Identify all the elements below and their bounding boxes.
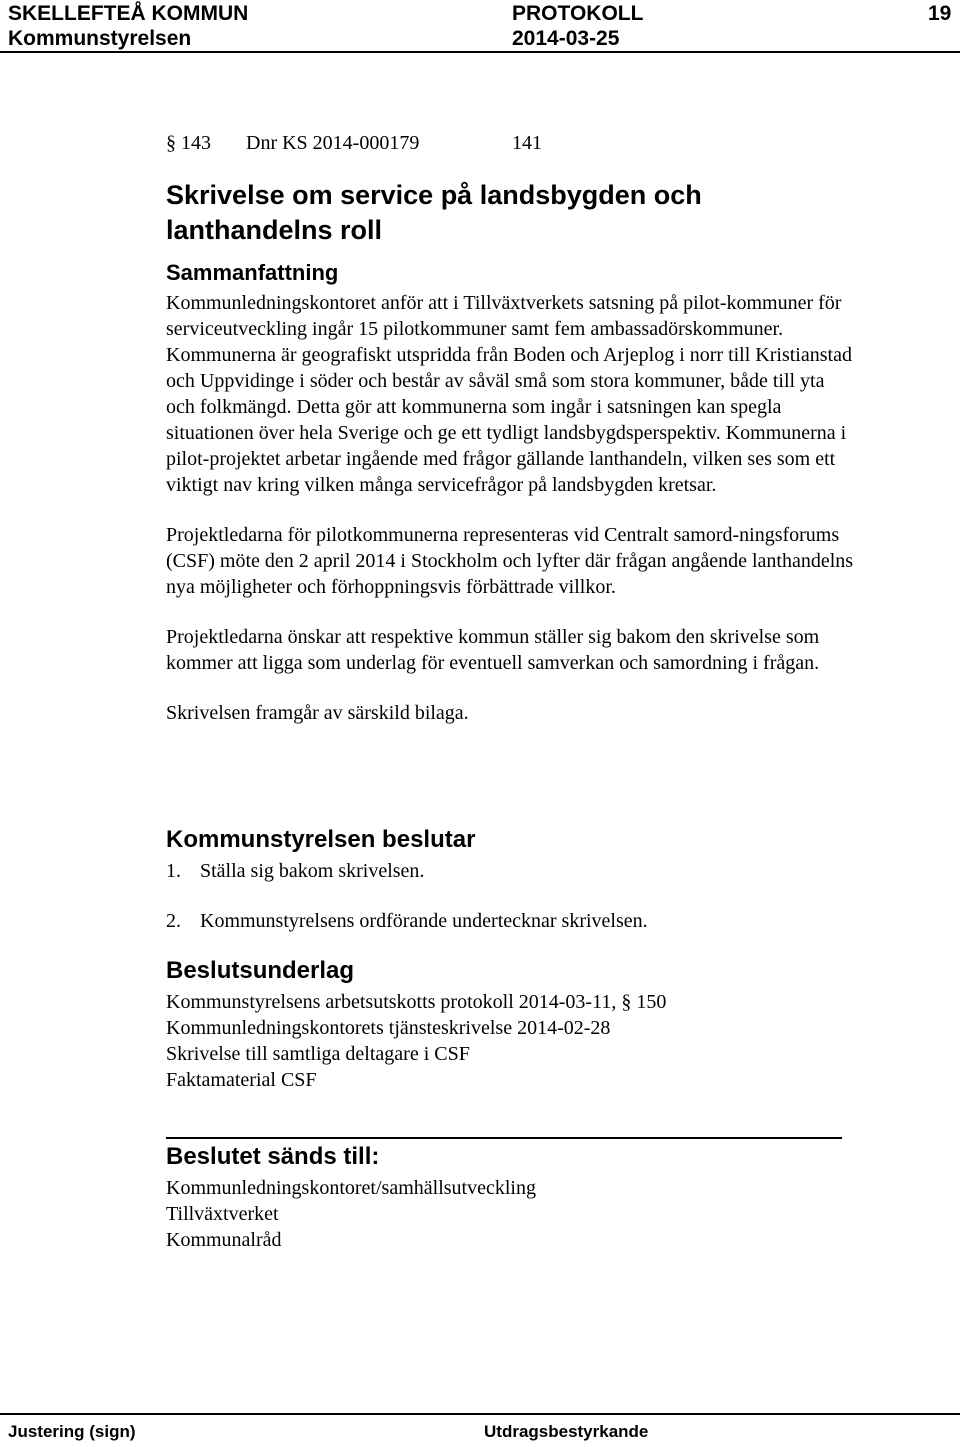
section-number: § 143	[166, 132, 211, 154]
summary-section	[166, 258, 856, 726]
basis-item: Kommunledningskontorets tjänsteskrivelse 2014-02-28	[166, 1017, 611, 1039]
signature-label: Justering (sign)	[8, 1422, 136, 1441]
recipients-heading: Beslutet sänds till:	[166, 1143, 380, 1170]
header-divider	[0, 51, 960, 53]
decision-section	[166, 824, 856, 934]
decision-item: 2. Kommunstyrelsens ordförande undertecknar skrivelsen.	[166, 910, 648, 932]
recipients-section	[166, 1141, 856, 1253]
summary-paragraph: Projektledarna för pilotkommunerna representeras vid Centralt samord-ningsforums (CSF) möte den 2 april 2014 i Stockholm och lyfter där frågan angående lanthandelns nya möjligheter och förhoppningsvis förbättrade villkor.	[166, 524, 854, 598]
basis-item: Faktamaterial CSF	[166, 1069, 317, 1091]
summary-paragraph: Skrivelsen framgår av särskild bilaga.	[166, 702, 469, 724]
page-number: 19	[928, 2, 952, 25]
summary-paragraph: Projektledarna önskar att respektive kommun ställer sig bakom den skrivelse som kommer att ligga som underlag för eventuell samverkan och samordning i frågan.	[166, 626, 820, 674]
page-title: Skrivelse om service på landsbygden och lanthandelns roll	[166, 180, 702, 245]
recipient-item: Tillväxtverket	[166, 1203, 279, 1225]
summary-heading: Sammanfattning	[166, 260, 339, 285]
basis-item: Kommunstyrelsens arbetsutskotts protokoll 2014-03-11, § 150	[166, 991, 667, 1013]
certification-label: Utdragsbestyrkande	[484, 1422, 649, 1441]
decision-item: 1. Ställa sig bakom skrivelsen.	[166, 860, 425, 882]
meeting-date: 2014-03-25	[512, 27, 620, 50]
basis-item: Skrivelse till samtliga deltagare i CSF	[166, 1043, 470, 1065]
page-header	[0, 0, 960, 56]
document-type: PROTOKOLL	[512, 2, 644, 25]
municipality-name: SKELLEFTEÅ KOMMUN	[8, 2, 249, 25]
case-number: 141	[512, 132, 542, 154]
decision-heading: Kommunstyrelsen beslutar	[166, 826, 476, 853]
footer-divider	[0, 1413, 960, 1415]
recipient-item: Kommunledningskontoret/samhällsutveckling	[166, 1177, 536, 1199]
recipient-item: Kommunalråd	[166, 1229, 282, 1251]
summary-paragraph: Kommunledningskontoret anför att i Tillväxtverkets satsning på pilot-kommuner för serviceutveckling ingår 15 pilotkommuner samt fem ambassadörskommuner. Kommunerna är geografiskt utspridda från Boden och Arjeplog i norr till Kristianstad och Uppvidinge i söder och består av såväl små som stora kommuner, både till yta och folkmängd. Detta gör att kommunerna som ingår i satsningen kan spegla situationen över hela Sverige och ge ett tydligt landsbygdsperspektiv. Kommunerna i pilot-projektet arbetar ingående med frågor gällande lanthandeln, vilken ses som ett viktigt nav kring vilken många servicefrågor på landsbygden kretsar.	[166, 292, 852, 496]
basis-section	[166, 955, 856, 1093]
case-reference	[166, 130, 542, 156]
case-dnr: Dnr KS 2014-000179	[246, 132, 420, 154]
committee-name: Kommunstyrelsen	[8, 27, 192, 50]
basis-heading: Beslutsunderlag	[166, 957, 355, 984]
section-divider	[166, 1137, 842, 1139]
